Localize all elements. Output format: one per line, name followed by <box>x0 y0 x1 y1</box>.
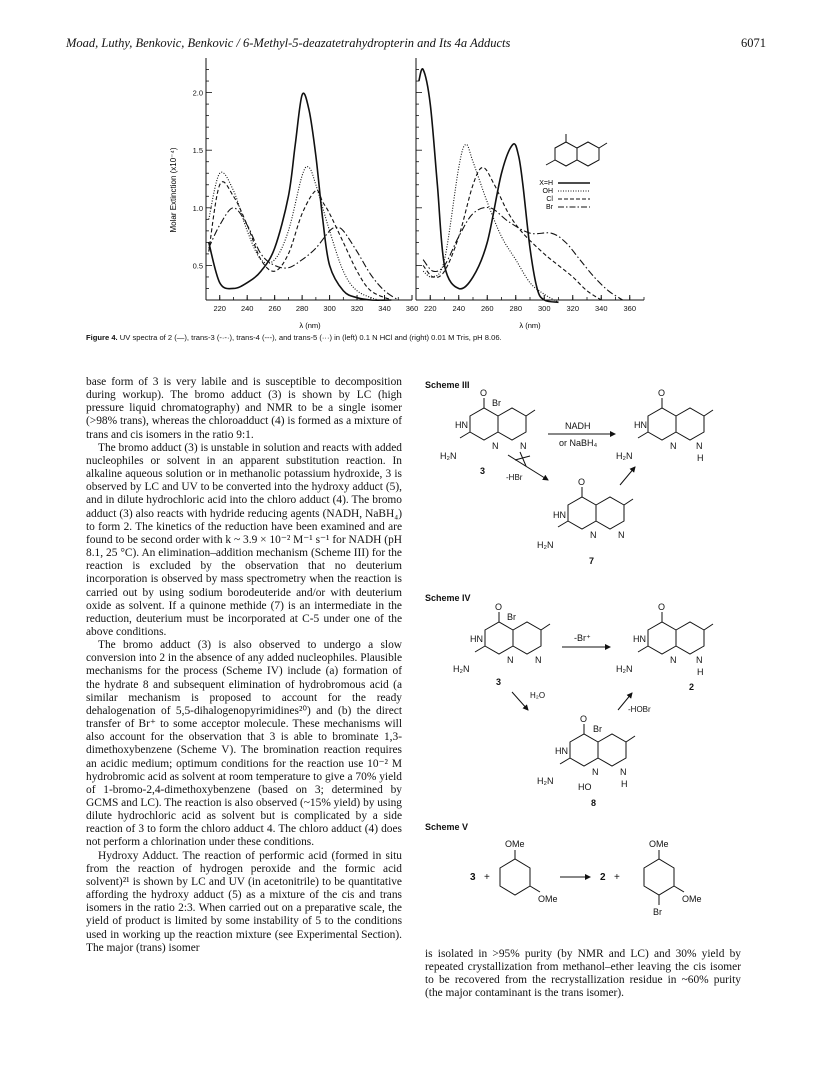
atom-label: HN <box>470 634 483 644</box>
atom-label: N <box>696 655 703 665</box>
x-axis-label-right: λ (nm) <box>519 321 541 330</box>
compound-number-2: 2 <box>600 872 606 883</box>
x-tick-label: 320 <box>566 304 580 313</box>
x-tick-label: 340 <box>594 304 608 313</box>
atom-label: O <box>658 602 666 612</box>
x-tick-label: 220 <box>423 304 437 313</box>
scheme-iv <box>475 612 713 766</box>
reagent-label: -Br⁺ <box>574 633 591 643</box>
atom-label: H₂N <box>616 451 633 461</box>
reagent-label: H₂O <box>530 691 546 700</box>
page-number: 6071 <box>741 36 766 50</box>
atom-label: O <box>495 602 503 612</box>
chart-legend <box>539 180 590 211</box>
paragraph: Hydroxy Adduct. The reaction of performic acid (formed in situ from the reaction of hydrogen peroxide and the formic acid solvent)²¹ is shown by LC and UV (in acetonitrile) to be quantitative affording the hydroxy adduct (5) as a mixture of the cis and trans isomers in the ratio 2:3. When carried out on a preparative scale, the yield of product is limited by some instability of 5 to the conditions used in working up the reaction mixture (see Experimental Section). The major (trans) isomer <box>86 849 402 954</box>
x-tick-label: 220 <box>213 304 226 313</box>
atom-label: HO <box>578 782 592 792</box>
atom-label: Br <box>593 724 602 734</box>
series-line-br <box>209 208 399 300</box>
compound-number-2: 2 <box>689 682 695 692</box>
substituent-label: Br <box>653 907 662 917</box>
reagent-label: or NaBH₄ <box>559 438 598 448</box>
atom-label: H₂N <box>453 664 470 674</box>
scheme-iii <box>460 398 713 529</box>
series-line-xh <box>419 69 559 302</box>
plus-sign: + <box>614 872 620 883</box>
atom-label: HN <box>553 510 566 520</box>
atom-label: O <box>580 714 588 724</box>
paragraph: base form of 3 is very labile and is susceptible to decomposition during workup). The bromo adduct (3) is shown by LC (high pressure liquid chromatography) and NMR to be a single isomer (>98% trans), whereas the chloroadduct (4) is formed as a mixture of trans and cis isomers in the ratio 9:1. <box>86 376 402 441</box>
paragraph: The bromo adduct (3) is also observed to undergo a slow conversion into 2 in the absence of any added nucleophiles. Plausible mechanisms for the process (Scheme IV) include (a) formation of the hydrate 8 and subsequent elimination of hydrobromous acid (a similar mechanism is proposed to account for the ready dehalogenation of 5,5-dihalogenopyrimidines²⁰) and (b) the direct transfer of Br⁺ to some acceptor molecule. These mechanisms will also account for the observation that 3 is able to brominate 1,3-dimethoxybenzene (Scheme V). The bromination reaction requires an acidic medium; optimum conditions for the reaction use 10⁻² M hydrobromic acid as solvent at room temperature to give a 70% yield of 1-bromo-2,4-dimethoxybenzene (based on 3; determined by GCMS and LC). The reaction is also observed (~15% yield) by using dilute hydrochloric acid as solvent but is complicated by a side reaction of 3 to form the chloro adduct 4. The chloro adduct (4) does not perform a chlorination under these conditions. <box>86 639 403 849</box>
y-axis-label: Molar Extinction (x10⁻⁴) <box>169 147 178 233</box>
substituent-label: OMe <box>538 894 558 904</box>
legend-molecule-structure <box>546 134 607 166</box>
atom-label: H₂N <box>537 776 554 786</box>
atom-label: H <box>697 667 704 677</box>
x-tick-label: 300 <box>323 304 336 313</box>
x-tick-label: 320 <box>350 304 364 313</box>
series-line-cl <box>209 182 392 300</box>
series-line-oh <box>209 167 378 300</box>
x-tick-label: 300 <box>537 304 551 313</box>
figure-caption-label: Figure 4. <box>86 333 118 342</box>
atom-label: N <box>670 655 677 665</box>
atom-label: N <box>620 767 627 777</box>
x-tick-label: 240 <box>452 304 466 313</box>
atom-label: HN <box>633 634 646 644</box>
uv-spectra-figure <box>0 0 829 330</box>
y-tick-label: 1.0 <box>192 203 203 213</box>
legend-label-oh: OH <box>542 188 553 195</box>
x-tick-label: 340 <box>378 304 391 313</box>
atom-label: O <box>658 388 666 398</box>
x-tick-label: 280 <box>509 304 523 313</box>
scheme-v <box>500 850 684 905</box>
atom-label: HN <box>555 746 568 756</box>
compound-number-3: 3 <box>480 466 486 476</box>
y-tick-label: 1.5 <box>192 146 203 156</box>
atom-label: H₂N <box>616 664 633 674</box>
y-tick-label: 0.5 <box>192 261 203 271</box>
reagent-label: -HOBr <box>628 705 651 714</box>
atom-label: N <box>520 441 527 451</box>
compound-number-8: 8 <box>591 798 597 808</box>
atom-label: N <box>492 441 499 451</box>
substituent-label: OMe <box>505 839 525 849</box>
x-tick-label: 260 <box>268 304 281 313</box>
figure-caption <box>86 333 766 342</box>
paragraph: The bromo adduct (3) is unstable in solution and reacts with added nucleophiles or solvent in an apparent substitution reaction. In alkaline aqueous solution or in methanolic potassium hydroxide, 3 is observed by LC and UV to be converted into the hydroxy adduct (5), and in dilute hydrochloric acid into the chloro adduct (4). The bromo adduct (3) also reacts with hydride reducing agents (NADH, NaBH₄) to form 2. The kinetics of the reduction have been examined and are found to be second order with k ~ 3.9 × 10⁻² M⁻¹ s⁻¹ for NADH (pH 8.1, 25 °C). An elimination–addition mechanism (Scheme III) for the reaction is excluded by the observation that no deuterium incorporation is observed by mass spectrometry when the reaction is carried out by using sodium borodeuteride and/or with deuterium oxide as solvent. If a quinone methide (7) is an intermediate in the reduction, deuterium must be incorporated at C-5 under one of the above conditions. <box>86 441 402 638</box>
scheme-v-title: Scheme V <box>425 822 469 832</box>
substituent-label: OMe <box>649 839 669 849</box>
atom-label: N <box>592 767 599 777</box>
figure-caption-text: UV spectra of 2 (—), trans-3 (-·-·), trans-4 (---), and trans-5 (···) in (left) 0.1 N HCl and (right) 0.01 M Tris, pH 8.06. <box>119 333 502 342</box>
right-text-column <box>425 948 741 1001</box>
chart-panel-right <box>416 58 644 313</box>
x-tick-label: 280 <box>295 304 309 313</box>
left-text-column <box>86 376 402 955</box>
compound-number-3: 3 <box>496 677 502 687</box>
atom-label: N <box>535 655 542 665</box>
y-tick-label: 2.0 <box>192 88 203 98</box>
compound-number-7: 7 <box>589 556 595 566</box>
atom-label: O <box>480 388 488 398</box>
atom-label: N <box>618 530 625 540</box>
x-axis-label-left: λ (nm) <box>299 321 321 330</box>
scheme-iii-title: Scheme III <box>425 380 470 390</box>
paragraph: is isolated in >95% purity (by NMR and LC) and 30% yield by repeated crystallization from methanol–ether leaving the cis isomer to be recovered from the recrystallization residue in ~60% purity (the major contaminant is the trans isomer). <box>425 948 741 1000</box>
legend-label-cl: Cl <box>546 196 553 203</box>
atom-label: N <box>590 530 597 540</box>
atom-label: H <box>697 453 704 463</box>
atom-label: H₂N <box>537 540 554 550</box>
chart-panel-left <box>193 58 419 313</box>
atom-label: H₂N <box>440 451 457 461</box>
x-tick-label: 360 <box>623 304 637 313</box>
legend-label-h: X=H <box>539 180 553 187</box>
x-tick-label: 360 <box>405 304 419 313</box>
legend-label-br: Br <box>546 204 553 211</box>
atom-label: H <box>621 779 628 789</box>
reagent-label: NADH <box>565 421 591 431</box>
scheme-iv-title: Scheme IV <box>425 593 471 603</box>
atom-label: Br <box>492 398 501 408</box>
substituent-label: OMe <box>682 894 702 904</box>
atom-label: HN <box>455 420 468 430</box>
atom-label: N <box>696 441 703 451</box>
atom-label: Br <box>507 612 516 622</box>
x-tick-label: 260 <box>480 304 494 313</box>
compound-number-3: 3 <box>470 872 476 883</box>
x-tick-label: 240 <box>240 304 254 313</box>
atom-label: N <box>670 441 677 451</box>
running-title: Moad, Luthy, Benkovic, Benkovic / 6-Methyl-5-deazatetrahydropterin and Its 4a Adducts <box>66 36 511 50</box>
atom-label: HN <box>634 420 647 430</box>
elimination-label: -HBr <box>506 473 523 482</box>
atom-label: O <box>578 477 586 487</box>
atom-label: N <box>507 655 514 665</box>
plus-sign: + <box>484 872 490 883</box>
